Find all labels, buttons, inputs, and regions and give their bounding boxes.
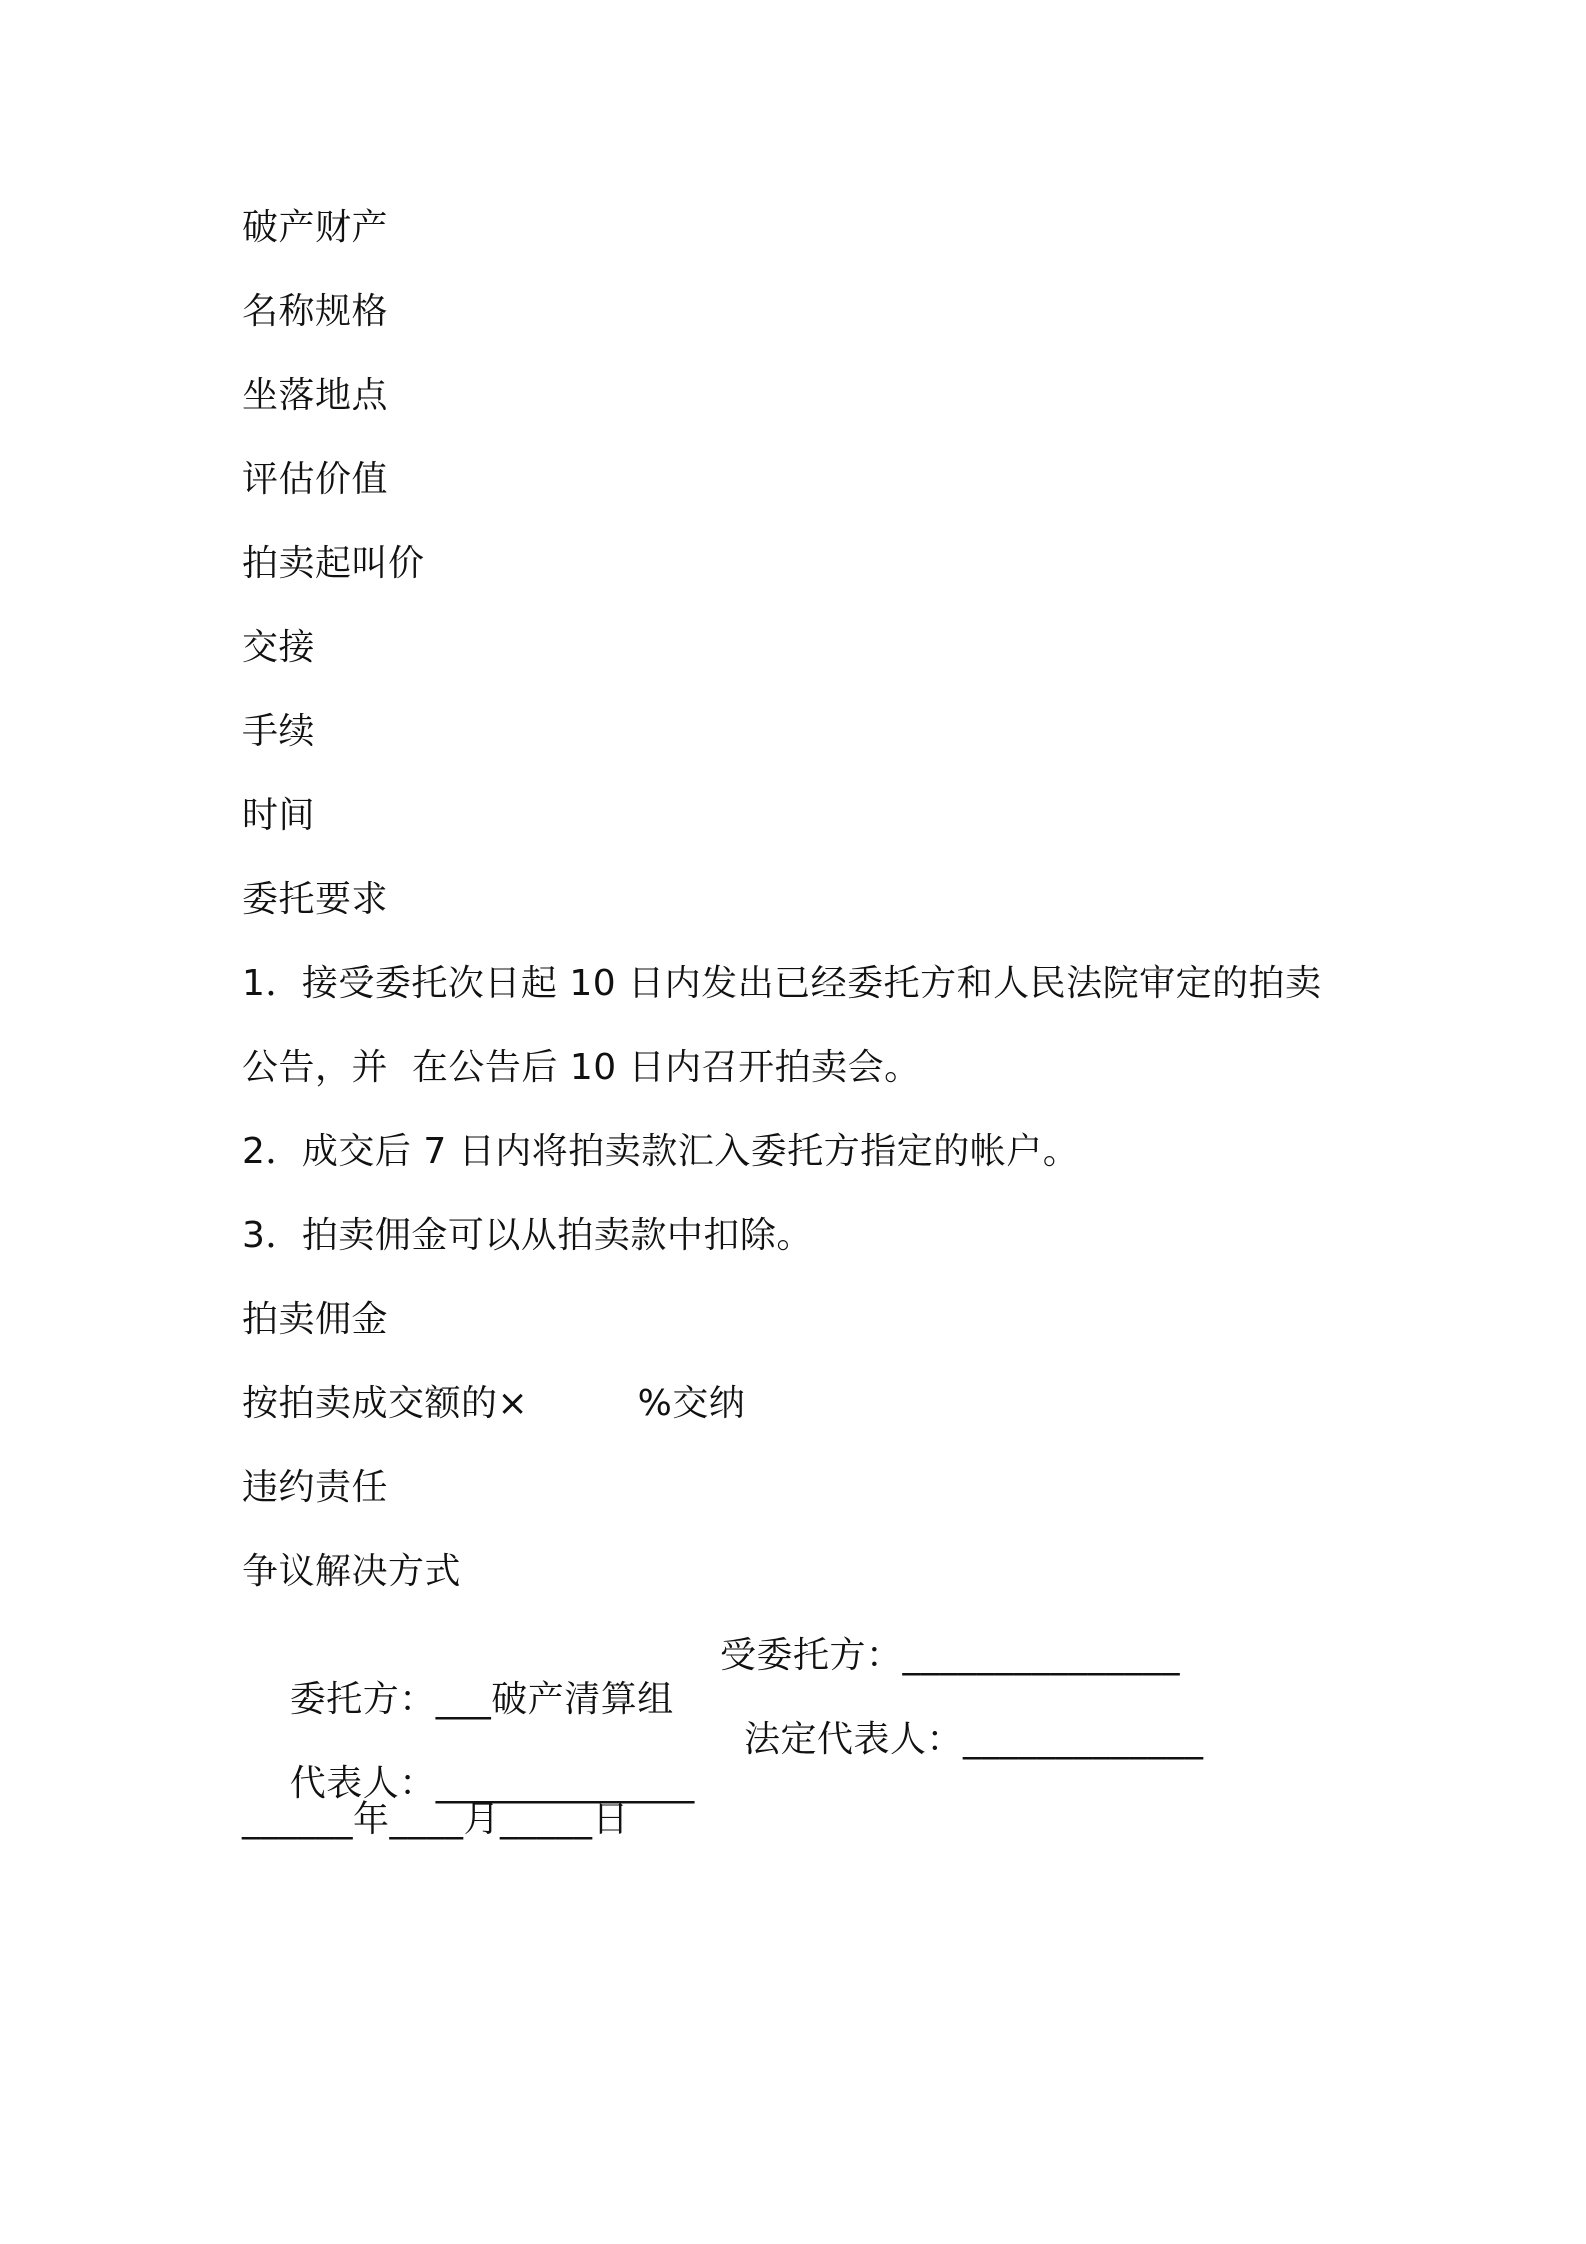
representative-signature: 代表人：______________ bbox=[289, 1763, 695, 1804]
commission-text: 按拍卖成交额的× %交纳 bbox=[242, 1383, 746, 1424]
breach-heading: 违约责任 bbox=[242, 1467, 389, 1508]
principal-signature: 委托方：___破产清算组 bbox=[289, 1679, 674, 1720]
field-handover: 交接 bbox=[242, 627, 316, 668]
requirement-1-line-1: 1．接受委托次日起 10 日内发出已经委托方和人民法院审定的拍卖 bbox=[242, 963, 1322, 1004]
requirement-1-line-2: 公告，并 在公告后 10 日内召开拍卖会。 bbox=[242, 1047, 921, 1088]
requirement-2: 2．成交后 7 日内将拍卖款汇入委托方指定的帐户。 bbox=[242, 1131, 1080, 1172]
field-starting-price: 拍卖起叫价 bbox=[242, 543, 425, 584]
signature-date: ______年____月_____日 bbox=[242, 1799, 630, 1840]
commission-heading: 拍卖佣金 bbox=[242, 1299, 389, 1340]
field-name-spec: 名称规格 bbox=[242, 291, 389, 332]
dispute-heading: 争议解决方式 bbox=[242, 1551, 462, 1592]
field-requirements-heading: 委托要求 bbox=[242, 879, 389, 920]
field-time: 时间 bbox=[242, 795, 316, 836]
field-location: 坐落地点 bbox=[242, 375, 389, 416]
legal-representative-signature: 法定代表人：_____________ bbox=[744, 1719, 1204, 1760]
requirement-3: 3．拍卖佣金可以从拍卖款中扣除。 bbox=[242, 1215, 813, 1256]
field-appraised-value: 评估价值 bbox=[242, 459, 389, 500]
field-procedures: 手续 bbox=[242, 711, 316, 752]
field-bankrupt-property: 破产财产 bbox=[242, 207, 389, 248]
agent-signature: 受委托方：_______________ bbox=[720, 1635, 1181, 1676]
